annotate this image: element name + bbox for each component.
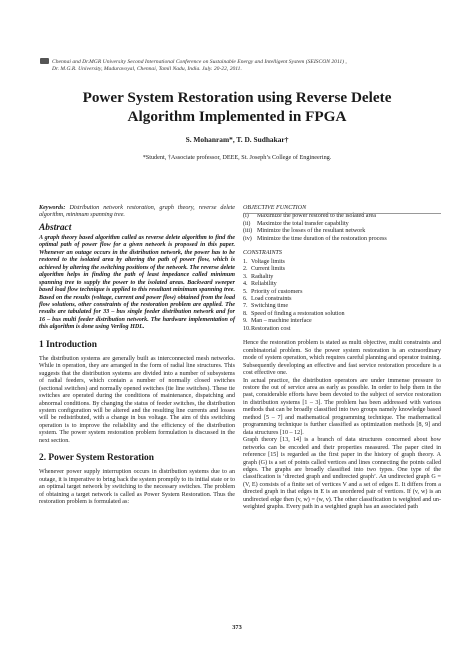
intro-heading: 1 Introduction: [39, 339, 97, 350]
list-item: 1. Voltage limits: [243, 258, 285, 265]
paper-title: [40, 88, 434, 126]
constraints-heading: CONSTRAINTS: [243, 250, 282, 257]
section2-text: Whenever power supply interruption occurs in distribution systems due to an outage, it is imperative to bring back the system promptly to its initial state or to an optimal target network by switching to the necessary switches. The problem of obtaining a target network is called as Power System Restoration. Thus the restoration problem is formulated as:: [39, 469, 235, 506]
abstract-heading: Abstract: [39, 222, 72, 233]
list-item: (iv) Minimize the time duration of the restoration process: [243, 235, 387, 242]
list-item: 5. Priority of customers: [243, 288, 303, 295]
keywords-text: Distribution network restoration, graph theory, reverse delete algorithm, minimum spanning tree.: [39, 205, 235, 219]
list-item: 7. Switching time: [243, 303, 289, 310]
conference-logo-icon: [40, 58, 49, 64]
list-item: 8. Speed of finding a restoration solution: [243, 310, 345, 317]
objective-list: [243, 213, 441, 243]
left-column: [39, 205, 235, 507]
list-item: (iii) Minimize the losses of the resultant network: [243, 228, 366, 235]
list-item: 3. Radiality: [243, 273, 274, 280]
abstract-text: A graph theory based algorithm called as reverse delete algorithm to find the optimal path of power flow for a given network is proposed in this paper. Whenever an outage occurs in the distribution network, the power has to be restored to the isolated area by altering the path of power flow, which is achieved by altering the switching positions of the network. The reverse delete algorithm helps in finding the path of least impedance called minimum spanning tree to supply the power to the isolated areas. Backward sweeper based load flow technique is applied to this resultant minimum spanning tree. Based on the results (voltage, current and power flow) obtained from the load flow solutions, other constraints of the restoration problem are applied. The results are tabulated for 33 – bus single feeder distribution network and for 16 – bus multi feeder distribution network. The hardware implementation of this algorithm is done using Verilog HDL.: [39, 234, 235, 331]
title-line-2: Algorithm Implemented in FPGA: [127, 108, 347, 125]
divider: [243, 213, 441, 214]
intro-text: The distribution systems are generally built as interconnected mesh networks. While in operation, they are arranged in the form of radial line structures. This suggests that the distribution systems are divided into a number of subsystems of radial feeders, which contain a number of normally closed switches (sectional switches) and normally opened switches (tie line switches). These tie switches are operated during the conditions of maintenance, dispatching and abnormal conditions. By changing the status of feeder switches, the distribution system configuration will be altered and the resulting line currents and losses will be redistributed, with a change in bus voltage. The aim of this switching operation is to improve the reliability and the efficiency of the distribution system. The power system restoration problem formulation is discussed in the next section.: [39, 355, 235, 444]
list-item: 2. Current limits: [243, 266, 286, 273]
authors: S. Mohanram*, T. D. Sudhakar†: [185, 135, 289, 144]
page-number: 373: [232, 624, 242, 631]
section2-heading: 2. Power System Restoration: [39, 453, 154, 464]
constraints-list: [243, 259, 441, 334]
keywords-label: Keywords:: [39, 205, 66, 211]
list-item: 4. Reliability: [243, 281, 277, 288]
keywords: [39, 205, 235, 220]
right-paragraph-1: Hence the restoration problem is stated as multi objective, multi constraints and combinatorial problem. So the power system restoration is an extraordinary mode of system operation, which requires careful planning and operator training. Subsequently developing an effective and fast service restoration procedure is a cost effective one.: [243, 340, 441, 377]
list-item: (ii) Maximize the total transfer capability: [243, 220, 349, 227]
conference-header: [40, 58, 440, 74]
header-line-1: Chennai and Dr.MGR University Second International Conference on Sustainable Energy and Intelligent System (SEISCON 2011) ,: [52, 59, 347, 65]
list-item: 10. Restoration cost: [243, 325, 291, 332]
header-line-2: Dr. M.G.R. University, Maduravoyal, Chennai, Tamil Nadu, India. July. 20-22, 2011.: [52, 66, 242, 73]
objective-heading: OBJECTIVE FUNCTION: [243, 205, 307, 211]
right-column: [243, 205, 441, 512]
right-paragraph-2: In actual practice, the distribution operators are under immense pressure to restore the out of service area as early as possible. In order to help them in the past, considerable efforts have been devoted to the subject of service restoration in distribution systems [1 – 3]. The problem has been addressed with various methods that can be broadly classified into two groups namely knowledge based method [5 – 7] and mathematical programming technique. The mathematical programming technique is further classified as optimization methods [8, 9] and data structures [10 – 12].: [243, 377, 441, 436]
affiliation: *Student, †Associate professor, DEEE, St. Joseph’s College of Engineering.: [142, 154, 332, 161]
list-item: 6. Load constraints: [243, 295, 292, 302]
list-item: (i) Maximize the power restored to the isolated area: [243, 213, 376, 220]
list-item: 9. Man – machine interface: [243, 318, 312, 325]
right-paragraph-3: Graph theory [13, 14] is a branch of data structures concerned about how networks can be encoded and their properties measured. The paper cited in reference [15] is regarded as the first paper in the history of graph theory. A graph (G) is a set of points called vertices and lines connecting the points called edges. The graphs are broadly classified into two types. One type of the classification is ‘directed graph and undirected graph’. An undirected graph G = (V, E) consists of a finite set of vertices V and a set of edges E. It differs from a directed graph in that edges in E is an unordered pair of vertices. If (v, w) is an undirected edge then (v, w) = (w, v). The other classification is weighted and un-weighted graphs. Every path in a weighted graph has an associated path: [243, 437, 441, 511]
title-line-1: Power System Restoration using Reverse Delete: [82, 89, 392, 106]
